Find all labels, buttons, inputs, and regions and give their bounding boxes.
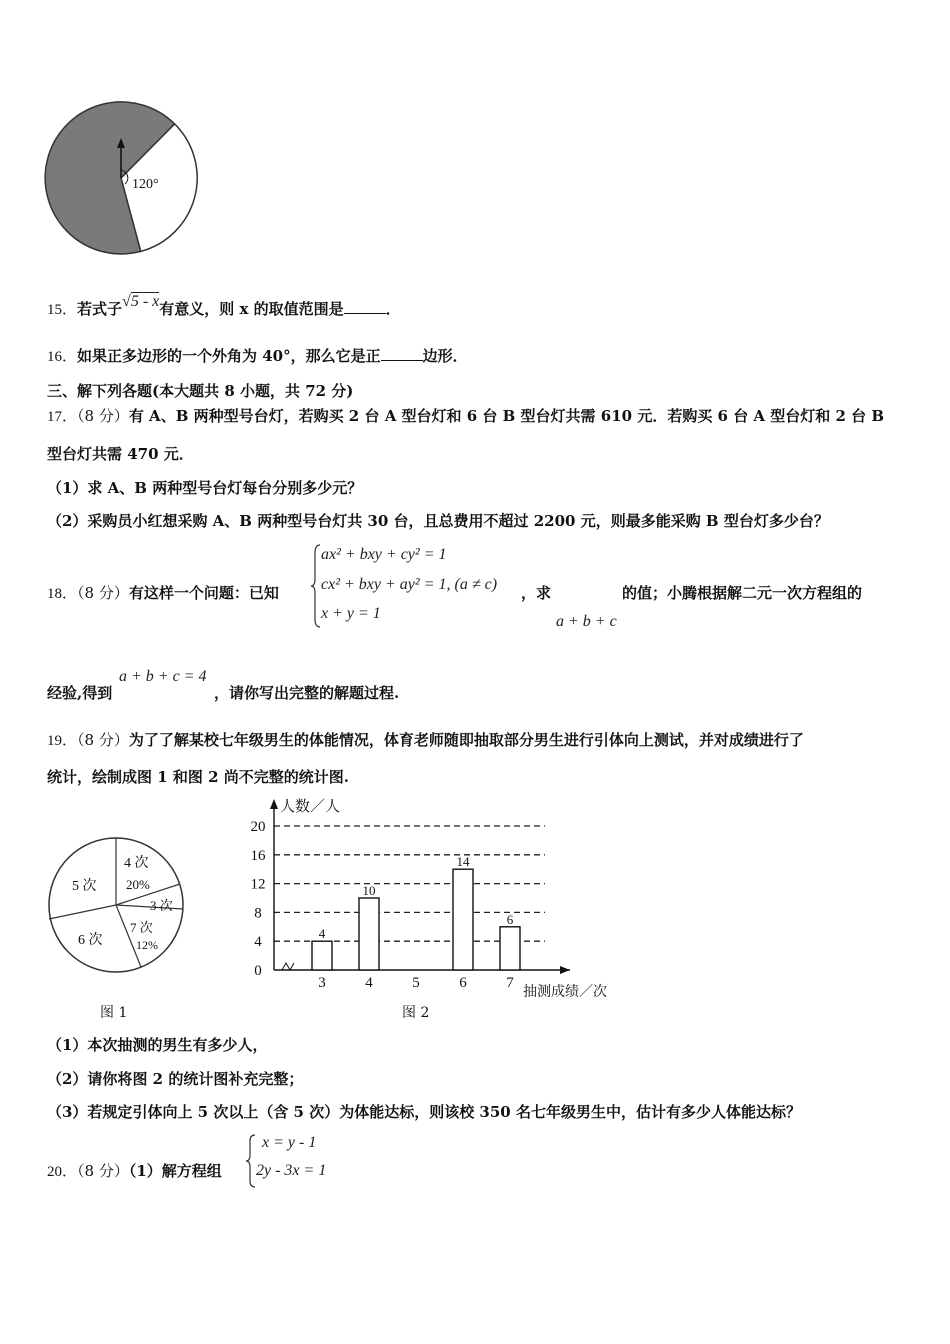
figure-2-bar-chart: [240, 795, 620, 1005]
axis-break-zigzag: [282, 963, 294, 970]
q20-equation-2: 2y - 3x = 1: [256, 1162, 327, 1179]
q15-radical: √5 - x: [122, 293, 160, 310]
question-20-lead: [47, 1160, 222, 1181]
figure-2-caption: 图 2: [402, 1005, 430, 1021]
question-17-line2: 型台灯共需 470 元．: [47, 445, 194, 463]
q15-text-pre: 若式子: [77, 300, 123, 318]
q18-text-mid: ，求: [521, 584, 552, 602]
bar-6: [453, 869, 473, 970]
q20-equation-1: x = y - 1: [262, 1134, 317, 1151]
q17-text-line1: 有 A、B 两种型号台灯，若购买 2 台 A 型台灯和 6 台 B 型台灯共需 610 元．若购买 6 台 A 型台灯和 2 台 B: [128, 407, 885, 425]
q18-points: （8 分）: [77, 584, 129, 602]
y-tick-label-0: 0: [254, 963, 262, 979]
q16-text-post: 边形．: [422, 347, 468, 365]
y-tick-label-8: 8: [254, 905, 262, 922]
question-19-sub1: （1）本次抽测的男生有多少人，: [47, 1036, 268, 1054]
x-axis-label: 抽测成绩／次: [523, 985, 607, 1000]
q19-text-line1: 为了了解某校七年级男生的体能情况，体育老师随即抽取部分男生进行引体向上测试，并对成绩进行了: [128, 731, 804, 749]
x-tick-label-7: 7: [506, 975, 514, 991]
fig1-label-4: 4 次: [124, 856, 149, 871]
q16-number: 16．: [47, 349, 78, 365]
bar-value-label-4: 10: [362, 883, 376, 898]
x-axis-arrow: [560, 966, 570, 974]
figure-1-pie: [40, 832, 190, 977]
bar-7: [500, 927, 520, 970]
y-axis-label: 人数／人: [280, 799, 341, 815]
x-tick-label-6: 6: [459, 975, 467, 991]
q15-radicand: 5 - x: [130, 293, 160, 310]
q17-points: （8 分）: [77, 407, 129, 425]
q20-sub1: （1）解方程组: [128, 1162, 222, 1180]
y-tick-label-20: 20: [250, 819, 266, 835]
fig1-label-6: 6 次: [78, 933, 103, 948]
bar-value-label-3: 4: [318, 926, 326, 942]
q18-line2-equation: a + b + c = 4: [119, 668, 207, 685]
q20-number: 20．: [47, 1164, 78, 1180]
question-17-sub2: （2）采购员小红想采购 A、B 两种型号台灯共 30 台，且总费用不超过 2200 元，则最多能采购 B 型台灯多少台？: [47, 512, 829, 530]
question-17-line1: [47, 405, 884, 426]
y-axis-arrow: [270, 799, 278, 809]
bar-3: [312, 941, 332, 970]
q15-text-post: 有意义，则 x 的取值范围是: [159, 300, 344, 318]
bar-value-label-6: 14: [456, 854, 470, 870]
q20-points: （8 分）: [77, 1162, 129, 1180]
fig1-label-5: 5 次: [72, 879, 97, 894]
bar-4: [359, 898, 379, 970]
y-tick-label-4: 4: [254, 934, 262, 951]
fig1-label-4-pct: 20%: [126, 877, 150, 892]
figure-1-caption: 图 1: [100, 1005, 128, 1021]
pie-angle-label: 120°: [132, 177, 159, 192]
q18-equation-2: cx² + bxy + ay² = 1, (a ≠ c): [321, 576, 498, 593]
y-tick-label-16: 16: [250, 847, 266, 864]
question-19-line1: [47, 729, 804, 750]
top-pie-figure: [40, 100, 210, 260]
q15-end: ．: [385, 300, 401, 318]
q18-text-pre: 有这样一个问题：已知: [128, 584, 279, 602]
question-19-line2: 统计，绘制成图 1 和图 2 尚不完整的统计图.: [47, 768, 349, 786]
q18-equation-1: ax² + bxy + cy² = 1: [321, 546, 447, 563]
question-16: [47, 345, 468, 366]
y-tick-label-12: 12: [250, 876, 266, 893]
q18-text-post: 的值；小腾根据解二元一次方程组的: [622, 584, 863, 602]
bar-value-label-7: 6: [506, 911, 514, 927]
q16-text-pre: 如果正多边形的一个外角为 40°，那么它是正: [77, 347, 381, 365]
question-19-sub3: （3）若规定引体向上 5 次以上（含 5 次）为体能达标，则该校 350 名七年级男生中，估计有多少人体能达标？: [47, 1103, 801, 1121]
x-tick-label-5: 5: [412, 975, 420, 991]
q18-equation-3: x + y = 1: [321, 605, 381, 622]
fig1-label-7-pct: 12%: [136, 938, 158, 952]
question-18-lead: [47, 582, 279, 603]
x-tick-label-3: 3: [318, 975, 326, 991]
q18-target-expr: a + b + c: [556, 613, 617, 630]
q18-number: 18．: [47, 586, 78, 602]
q17-number: 17．: [47, 409, 78, 425]
q15-number: 15．: [47, 302, 78, 318]
q19-number: 19．: [47, 733, 78, 749]
q18-line2-post: ，请你写出完整的解题过程.: [214, 684, 400, 702]
q20-left-brace: [245, 1133, 257, 1189]
q16-answer-blank[interactable]: [381, 346, 423, 361]
q15-answer-blank[interactable]: [344, 299, 386, 314]
q19-points: （8 分）: [77, 731, 129, 749]
section-3-heading: 三、解下列各题(本大题共 8 小题，共 72 分): [47, 382, 354, 400]
fig1-label-3: 3 次: [150, 898, 173, 913]
x-tick-label-4: 4: [365, 975, 373, 991]
question-15: [47, 293, 401, 319]
question-19-sub2: （2）请你将图 2 的统计图补充完整；: [47, 1070, 304, 1088]
q18-line2-pre: 经验,得到: [47, 684, 113, 702]
fig1-label-7: 7 次: [130, 920, 153, 935]
question-17-sub1: （1）求 A、B 两种型号台灯每台分别多少元？: [47, 479, 363, 497]
